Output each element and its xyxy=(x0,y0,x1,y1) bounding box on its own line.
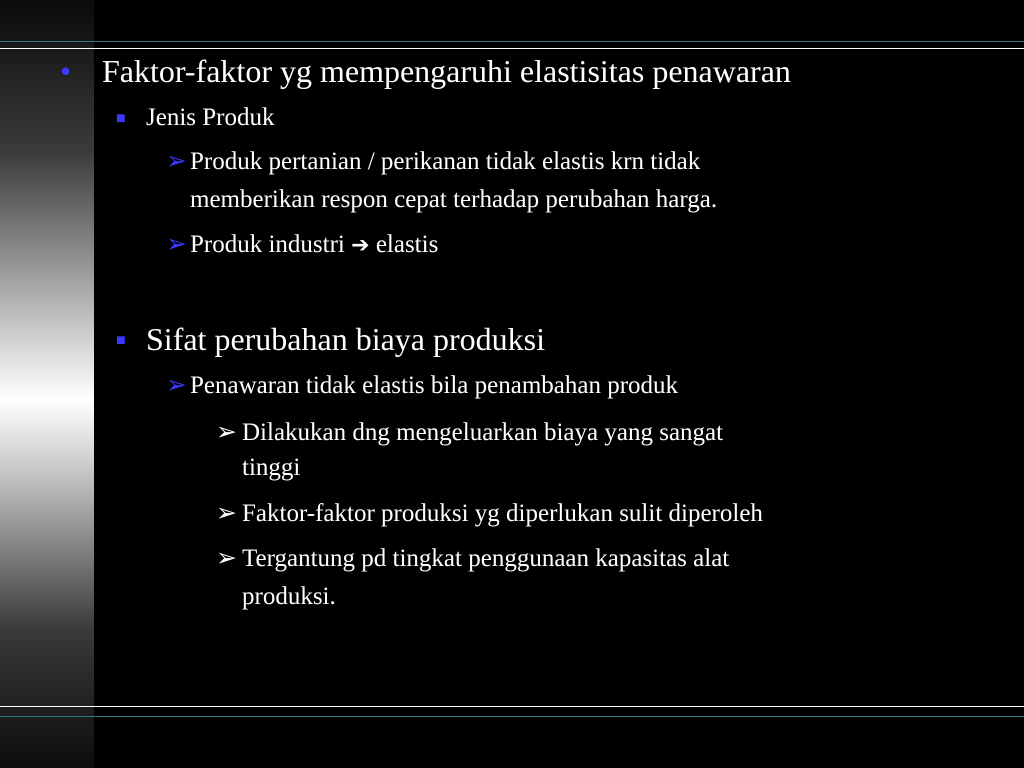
arrowhead-bullet-icon: ➢ xyxy=(216,545,237,572)
slide-heading: Faktor-faktor yg mempengaruhi elastisitas penawaran xyxy=(102,53,791,89)
point-produk-industri xyxy=(190,229,438,262)
subpoint-line-1: Dilakukan dng mengeluarkan biaya yang sangat xyxy=(242,419,724,446)
subpoint-line-1: Faktor-faktor produksi yg diperlukan sulit diperoleh xyxy=(242,500,763,527)
subpoint-line-1: Tergantung pd tingkat penggunaan kapasitas alat xyxy=(242,545,730,572)
arrowhead-bullet-icon: ➢ xyxy=(166,148,187,175)
arrowhead-bullet-icon: ➢ xyxy=(166,231,187,258)
arrowhead-bullet-icon: ➢ xyxy=(216,419,237,446)
arrowhead-bullet-icon: ➢ xyxy=(216,500,237,527)
subpoint-line-2: produksi. xyxy=(242,583,336,610)
section-title-jenis-produk: Jenis Produk xyxy=(146,104,275,131)
dot-bullet-icon: • xyxy=(60,53,72,89)
point-text: Produk industri xyxy=(190,231,345,258)
point-penawaran: Penawaran tidak elastis bila penambahan produk xyxy=(190,372,679,399)
point-text: elastis xyxy=(375,231,439,258)
point-line-2: memberikan respon cepat terhadap perubahan harga. xyxy=(190,186,718,213)
square-bullet-icon: ■ xyxy=(116,332,126,349)
arrowhead-bullet-icon: ➢ xyxy=(166,372,187,399)
point-line-1: Produk pertanian / perikanan tidak elastis krn tidak xyxy=(190,148,701,175)
section-title-sifat-perubahan: Sifat perubahan biaya produksi xyxy=(146,321,545,357)
right-arrow-icon: ➔ xyxy=(351,233,370,258)
subpoint-line-2: tinggi xyxy=(242,454,301,481)
square-bullet-icon: ■ xyxy=(116,110,126,127)
